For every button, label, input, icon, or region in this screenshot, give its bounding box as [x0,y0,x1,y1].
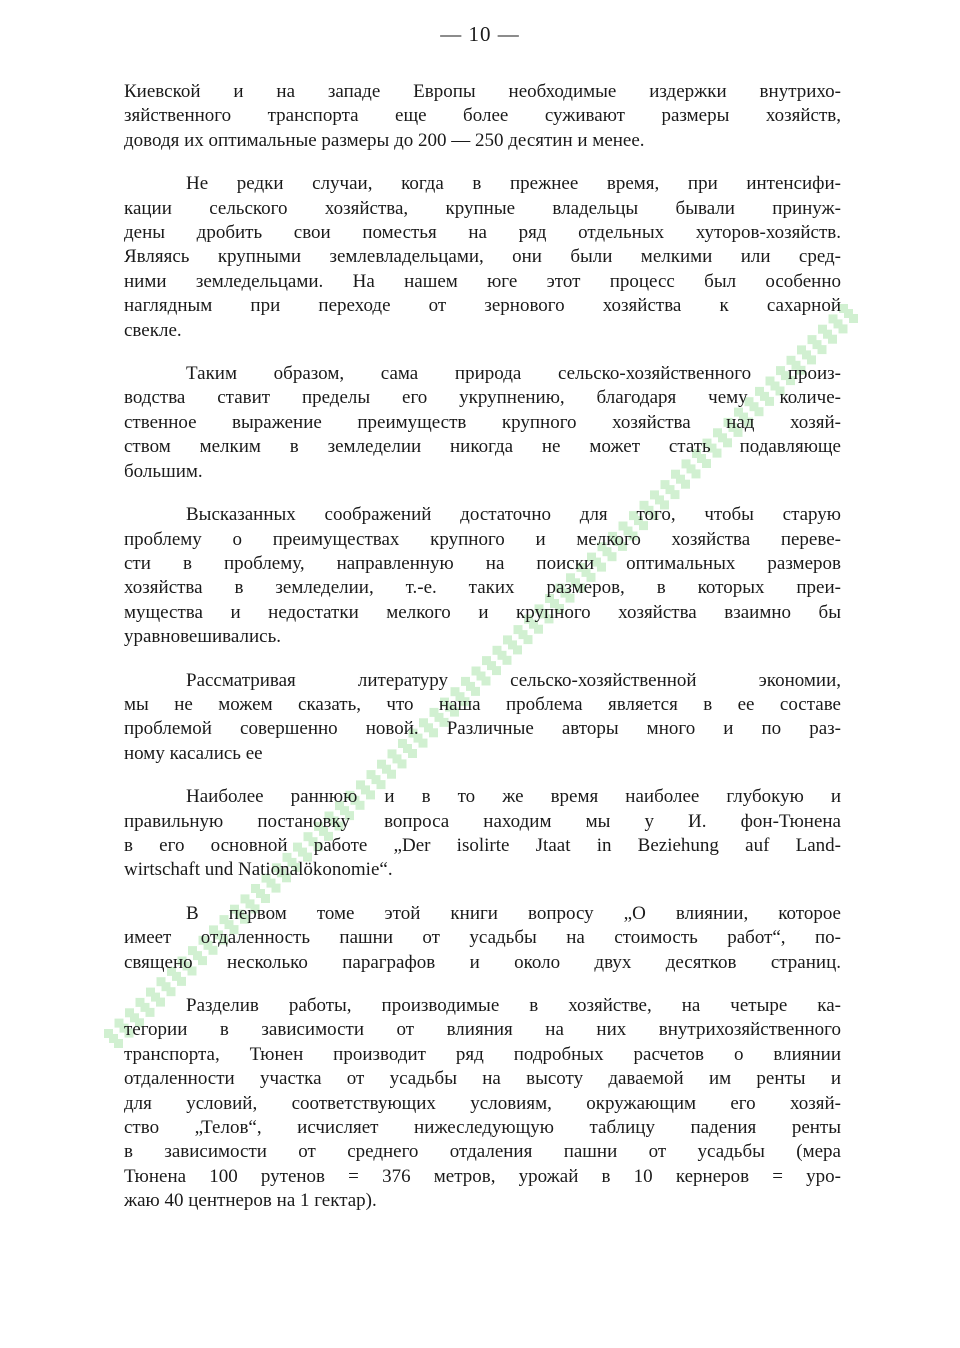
watermark-block [109,1034,118,1043]
text-line: сти в проблему, направленную на поиски оптимальных размеров [124,552,841,574]
text-line: имеет отдаленность пашни от усадьбы на стоимость работ“, по- [124,927,841,949]
text-line: хозяйства в земледелии, т.-е. таких размеров, в которых преи- [124,577,841,599]
text-line: правильную постановку вопроса находим мы у И. фон-Тюнена [124,810,841,832]
paragraph-1 [124,80,841,153]
text-line: зяйственного транспорта еще более суживают размеры хозяйств, [124,105,841,127]
paragraph-8 [124,994,841,1214]
text-line: транспорта, Тюнен производит ряд подробных расчетов о влиянии [124,1043,841,1065]
paragraph-3 [124,362,841,484]
text-line: ними земледельцами. На нашем юге этот процесс был особенно [124,270,841,292]
text-line: в зависимости от среднего отдаления пашни от усадьбы (мера [124,1141,841,1163]
text-line: мы не можем сказать, что наша проблема является в ее составе [124,693,841,715]
text-line: в его основной работе „Der isolirte Jtaat in Beziehung auf Land- [124,834,841,856]
text-line: Высказанных соображений достаточно для того, чтобы старую [186,504,841,526]
paragraph-2 [124,172,841,343]
text-line: отдаленности участка от усадьбы на высоту даваемой им ренты и [124,1068,841,1090]
text-line: Тюнена 100 рутенов = 376 метров, урожай в 10 кернеров = уро- [124,1165,841,1187]
watermark-block [114,1039,123,1048]
text-line: для условий, соответствующих условиям, окружающим его хозяй- [124,1092,841,1114]
text-line: дены дробить свои поместья на ряд отдельных хуторов-хозяйств. [124,222,841,244]
text-line: Рассматривая литературу сельско-хозяйственной экономии, [186,669,841,691]
page-number: — 10 — [440,22,520,46]
text-line: водства ставит пределы его укрупнению, благодаря чему количе- [124,387,841,409]
text-line: ственное выражение преимуществ крупного хозяйства над хозяй- [124,411,841,433]
text-column [124,80,841,1233]
text-line: Являясь крупными землевладельцами, они были мелкими или сред- [124,246,841,268]
text-line: ством мелким в земледелии никогда не может стать подавляюще [124,436,841,458]
text-line: Наиболее раннюю и в то же время наиболее глубокую и [186,786,841,808]
text-line: проблему о преимуществах крупного и мелкого хозяйства переве- [124,528,841,550]
text-line: ному касались ее [124,742,263,764]
text-line: жаю 40 центнеров на 1 гектар). [124,1190,377,1212]
text-line: тегории в зависимости от влияния на них внутрихозяйственного [124,1019,841,1041]
text-line: мущества и недостатки мелкого и крупного хозяйства взаимно бы [124,601,841,623]
text-line: кации сельского хозяйства, крупные владельцы бывали принуж- [124,197,841,219]
text-line: свекле. [124,319,182,341]
watermark-block [844,309,853,318]
text-line: Не редки случаи, когда в прежнее время, при интенсифи- [186,173,841,195]
paragraph-5 [124,669,841,767]
text-line: проблемой совершенно новой. Различные авторы много и по раз- [124,718,841,740]
paragraph-7 [124,902,841,975]
text-line: священо несколько параграфов и около двух десятков страниц. [124,951,841,973]
paragraph-4 [124,503,841,649]
text-line: доводя их оптимальные размеры до 200 — 250 десятин и менее. [124,129,645,151]
text-line: В первом томе этой книги вопросу „О влиянии, которое [186,902,841,924]
text-line: наглядным при переходе от зернового хозяйства к сахарной [124,295,841,317]
text-line: Разделив работы, производимые в хозяйстве, на четыре ка- [186,995,841,1016]
text-line: большим. [124,460,203,482]
watermark-block [115,1019,124,1028]
watermark-block [849,314,858,323]
text-line: Киевской и на западе Европы необходимые издержки внутрихо- [124,81,841,102]
text-line: Таким образом, сама природа сельско-хозяйственного произ- [186,363,841,385]
text-line: уравновешивались. [124,626,281,648]
watermark-block [104,1029,113,1038]
text-line: wirtschaft und Nationalökonomie“. [124,859,393,881]
text-line: ство „Телов“, исчисляет нижеследующую таблицу падения ренты [124,1117,841,1139]
paragraph-6 [124,785,841,883]
